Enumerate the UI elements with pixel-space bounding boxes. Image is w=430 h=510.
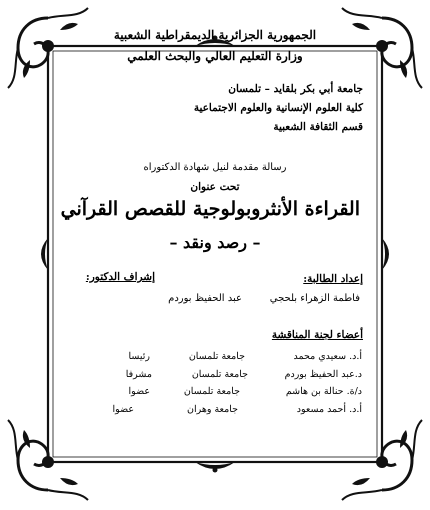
university-name: جامعة أبي بكر بلقايد – تلمسان: [228, 83, 363, 95]
committee-member-role: مشرفا: [125, 369, 152, 380]
committee-member-name: أ.د. أحمد مسعود: [296, 404, 362, 415]
committee-member-university: جامعة تلمسان: [188, 351, 245, 362]
committee-member-university: جامعة تلمسان: [183, 386, 240, 397]
committee-member-name: د/ة. حنالة بن هاشم: [285, 386, 362, 397]
edge-ornament-bottom: [195, 462, 235, 473]
committee-member-university: جامعة وهران: [186, 404, 238, 415]
committee-member-name: أ.د. سعيدي محمد: [293, 351, 362, 362]
thesis-type: رسالة مقدمة لنيل شهادة الدكتوراه: [143, 162, 287, 173]
ministry-heading: وزارة التعليم العالي والبحث العلمي: [127, 49, 303, 63]
committee-label: أعضاء لجنة المناقشة: [271, 329, 363, 341]
committee-member-role: عضوا: [112, 404, 134, 415]
department-name: قسم الثقافة الشعبية: [273, 121, 363, 133]
committee-member-role: عضوا: [128, 386, 150, 397]
supervisor-name: عبد الحفيظ بوردم: [168, 293, 242, 304]
supervisor-label: إشراف الدكتور:: [85, 271, 155, 283]
republic-heading: الجمهورية الجزائرية الديمقراطية الشعبية: [113, 28, 317, 42]
committee-member-role: رئيسا: [128, 351, 150, 362]
faculty-name: كلية العلوم الإنسانية والعلوم الاجتماعية: [193, 102, 363, 114]
under-title-label: تحت عنوان: [190, 181, 240, 193]
committee-member-name: د.عبد الحفيظ بوردم: [284, 369, 362, 380]
student-label: إعداد الطالبة:: [303, 273, 363, 285]
student-name: فاطمة الزهراء بلحجي: [269, 293, 360, 304]
thesis-title: القراءة الأنثروبولوجية للقصص القرآني: [60, 198, 360, 220]
committee-member-university: جامعة تلمسان: [191, 369, 248, 380]
thesis-subtitle: – رصد ونقد –: [169, 233, 261, 252]
